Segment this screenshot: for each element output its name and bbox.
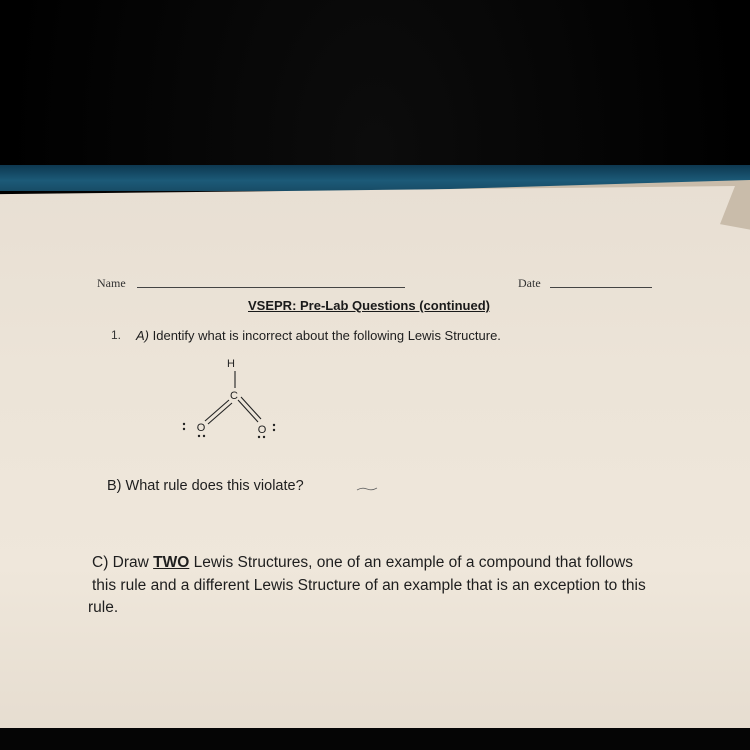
atom-o-left: O (196, 422, 206, 434)
atom-h: H (227, 358, 235, 370)
name-label: Name (97, 276, 126, 290)
pencil-mark-icon (356, 486, 378, 492)
date-label: Date (518, 276, 541, 290)
question-1c-prefix: C) Draw (92, 554, 154, 571)
question-1c-line-3: rule. (88, 599, 119, 616)
question-1c-line-2: this rule and a different Lewis Structure of an example that is an exception to this (92, 577, 646, 594)
question-1a (136, 328, 501, 343)
bond-c-o-left-2 (208, 403, 232, 424)
date-blank-line (550, 287, 652, 288)
bond-c-o-left-1 (205, 400, 229, 421)
atom-o-right: O (257, 424, 267, 436)
bond-c-o-right-1 (238, 400, 258, 422)
bottom-shadow (0, 728, 750, 750)
worksheet-page (0, 186, 750, 731)
atom-c: C (230, 390, 238, 402)
question-1c-line-1-rest: Lewis Structures, one of an example of a compound that follows (189, 554, 634, 571)
question-1-number: 1. (111, 328, 122, 342)
worksheet-title: VSEPR: Pre-Lab Questions (continued) (248, 298, 490, 313)
question-1c-emphasis: TWO (153, 554, 190, 571)
question-1b: B) What rule does this violate? (107, 478, 304, 494)
question-1c-line-1 (92, 554, 633, 572)
question-1a-text: Identify what is incorrect about the following Lewis Structure. (152, 328, 501, 343)
question-1a-part: A) (136, 328, 149, 343)
lewis-structure-diagram (170, 355, 290, 445)
bond-c-o-right-2 (241, 397, 261, 419)
name-blank-line (137, 287, 405, 288)
